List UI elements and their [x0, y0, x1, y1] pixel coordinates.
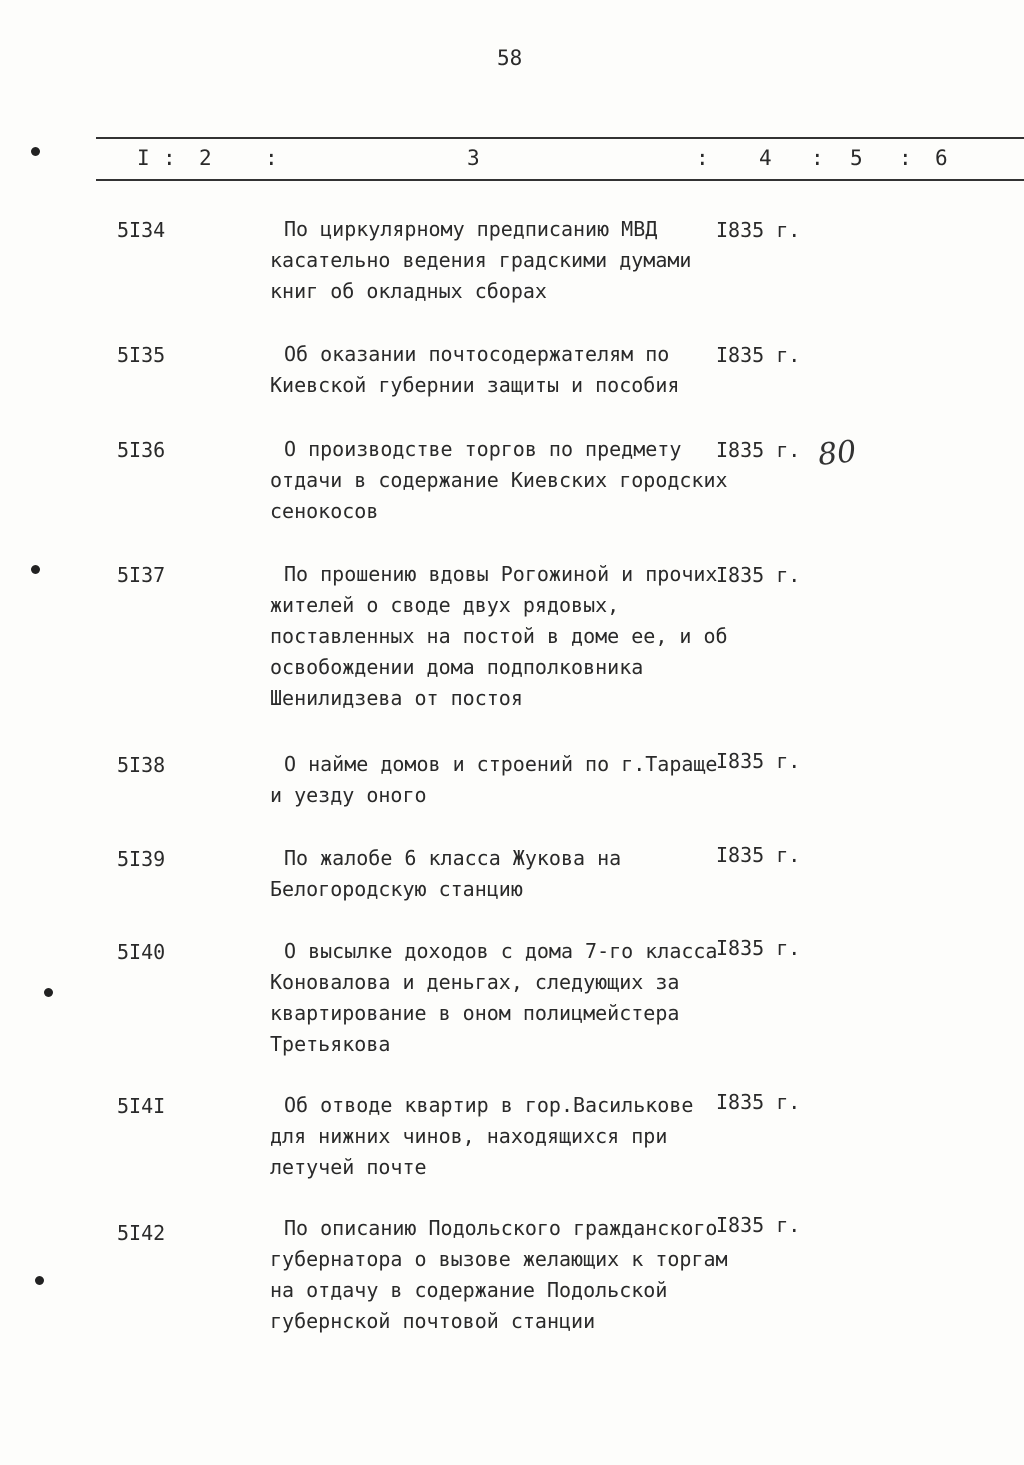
entry-year: I835 г.	[716, 843, 801, 867]
punch-hole-mark	[35, 1276, 44, 1285]
header-col-1: I	[137, 146, 150, 170]
entry-year: I835 г.	[716, 438, 801, 462]
page-number: 58	[497, 46, 523, 70]
entry-number: 5I38	[117, 753, 166, 777]
entry-number: 5I36	[117, 438, 166, 462]
entry-year: I835 г.	[716, 749, 801, 773]
header-separator: :	[696, 146, 709, 170]
entry-year: I835 г.	[716, 936, 801, 960]
entry-number: 5I39	[117, 847, 166, 871]
entry-year: I835 г.	[716, 1213, 801, 1237]
entry-title: По циркулярному предписанию МВД касательно ведения градскими думами книг об окладных сборах	[270, 217, 692, 303]
entry-number: 5I35	[117, 343, 166, 367]
entry-title: О производстве торгов по предмету отдачи в содержание Киевских городских сенокосов	[270, 437, 728, 523]
entry-year: I835 г.	[716, 1090, 801, 1114]
entry-year: I835 г.	[716, 343, 801, 367]
punch-hole-mark	[31, 565, 40, 574]
header-separator: :	[265, 146, 278, 170]
handwritten-annotation: 80	[816, 434, 858, 473]
entry-title: Об оказании почтосодержателям по Киевской губернии защиты и пособия	[270, 342, 680, 397]
header-separator: :	[899, 146, 912, 170]
header-col-4: 4	[759, 146, 772, 170]
punch-hole-mark	[44, 988, 53, 997]
entry-number: 5I42	[117, 1221, 166, 1245]
header-col-3: 3	[467, 146, 480, 170]
header-col-5: 5	[850, 146, 863, 170]
entry-title: Об отводе квартир в гор.Василькове для нижних чинов, находящихся при летучей почте	[270, 1093, 694, 1179]
header-top-rule	[96, 137, 1024, 139]
entry-title: О высылке доходов с дома 7-го класса Коновалова и деньгах, следующих за квартирование в оном полицмейстера Третьякова	[270, 939, 718, 1056]
header-col-2: 2	[199, 146, 212, 170]
entry-number: 5I40	[117, 940, 166, 964]
entry-title: По описанию Подольского гражданского губернатора о вызове желающих к торгам на отдачу в содержание Подольской губернской почтовой станции	[270, 1216, 728, 1333]
entry-year: I835 г.	[716, 563, 801, 587]
punch-hole-mark	[31, 147, 40, 156]
entry-title: О найме домов и строений по г.Тараще и уезду оного	[270, 752, 718, 807]
header-separator: :	[811, 146, 824, 170]
header-bottom-rule	[96, 179, 1024, 181]
entry-title: По прошению вдовы Рогожиной и прочих жителей о своде двух рядовых, поставленных на постой в доме ее, и об освобождении дома подполковника Шенилидзева от постоя	[270, 562, 728, 710]
entry-number: 5I34	[117, 218, 166, 242]
entry-year: I835 г.	[716, 218, 801, 242]
entry-number: 5I4I	[117, 1094, 166, 1118]
header-col-6: 6	[935, 146, 948, 170]
entry-number: 5I37	[117, 563, 166, 587]
entry-title: По жалобе 6 класса Жукова на Белогородскую станцию	[270, 846, 622, 901]
header-separator: :	[163, 146, 176, 170]
